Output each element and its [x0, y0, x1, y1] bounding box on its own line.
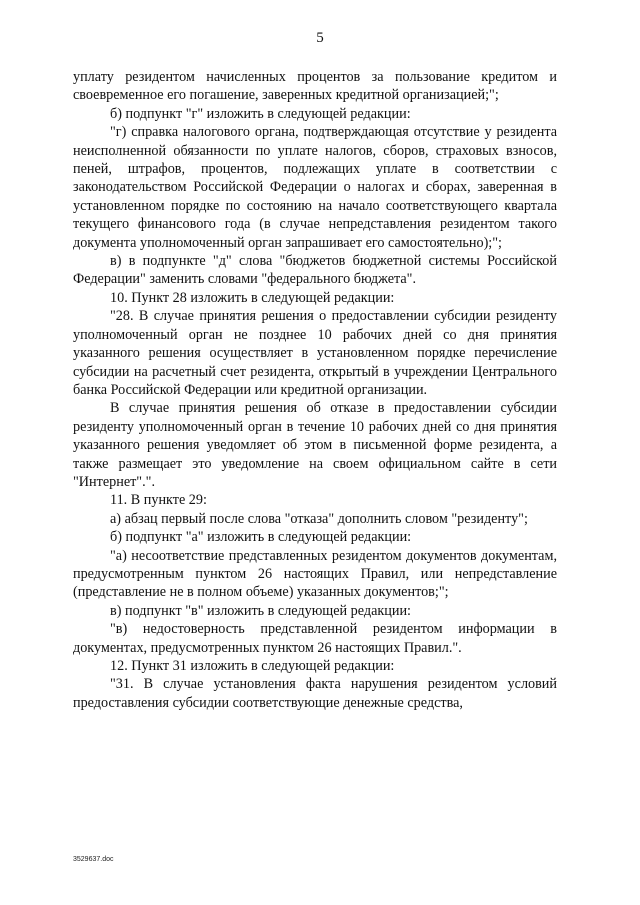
- paragraph: б) подпункт "г" изложить в следующей редакции:: [110, 105, 411, 122]
- paragraph: б) подпункт "а" изложить в следующей редакции:: [110, 529, 412, 546]
- document-body: [73, 68, 557, 712]
- paragraph: 11. В пункте 29:: [110, 492, 207, 509]
- paragraph: уплату резидентом начисленных процентов за пользование кредитом и своевременное его погашение, заверенных кредитной организацией;";: [73, 69, 557, 104]
- paragraph: в) подпункт "в" изложить в следующей редакции:: [110, 602, 411, 619]
- paragraph: а) абзац первый после слова "отказа" дополнить словом "резиденту";: [110, 510, 528, 527]
- paragraph: в) в подпункте "д" слова "бюджетов бюджетной системы Российской Федерации" заменить словами "федерального бюджета".: [73, 253, 557, 288]
- paragraph: "г) справка налогового органа, подтверждающая отсутствие у резидента неисполненной обязанности по уплате налогов, сборов, страховых взносов, пеней, штрафов, процентов, подлежащих уплате в соответствии с законодательством Российской Федерации о налогах и сборах, заверенная в установленном порядке по состоянию на начало соответствующего квартала текущего финансового года (в случае непредставления резидентом такого документа уполномоченный орган запрашивает его самостоятельно);";: [73, 124, 557, 251]
- document-footer-filename: 3529637.doc: [73, 856, 114, 863]
- paragraph: 12. Пункт 31 изложить в следующей редакции:: [110, 658, 395, 674]
- paragraph: В случае принятия решения об отказе в предоставлении субсидии резиденту уполномоченный орган в течение 10 рабочих дней со дня принятия указанного решения уведомляет об этом в письменной форме резидента, а также размещает это уведомление на своем официальном сайте в сети "Интернет".".: [73, 400, 557, 490]
- page-number: 5: [316, 30, 324, 46]
- paragraph: "а) несоответствие представленных резидентом документов документам, предусмотренным пунктом 26 настоящих Правил, или непредставление (представление не в полном объеме) указанных документов;";: [73, 547, 557, 601]
- paragraph: "в) недостоверность представленной резидентом информации в документах, предусмотренных пунктом 26 настоящих Правил.".: [73, 621, 557, 656]
- paragraph: 10. Пункт 28 изложить в следующей редакции:: [110, 289, 395, 306]
- paragraph: "31. В случае установления факта нарушения резидентом условий предоставления субсидии соответствующие денежные средства,: [73, 676, 557, 711]
- paragraph: "28. В случае принятия решения о предоставлении субсидии резиденту уполномоченный орган не позднее 10 рабочих дней со дня принятия указанного решения осуществляет в установленном порядке перечисление субсидии на расчетный счет резидента, открытый в учреждении Центрального банка Российской Федерации или кредитной организации.: [73, 308, 557, 398]
